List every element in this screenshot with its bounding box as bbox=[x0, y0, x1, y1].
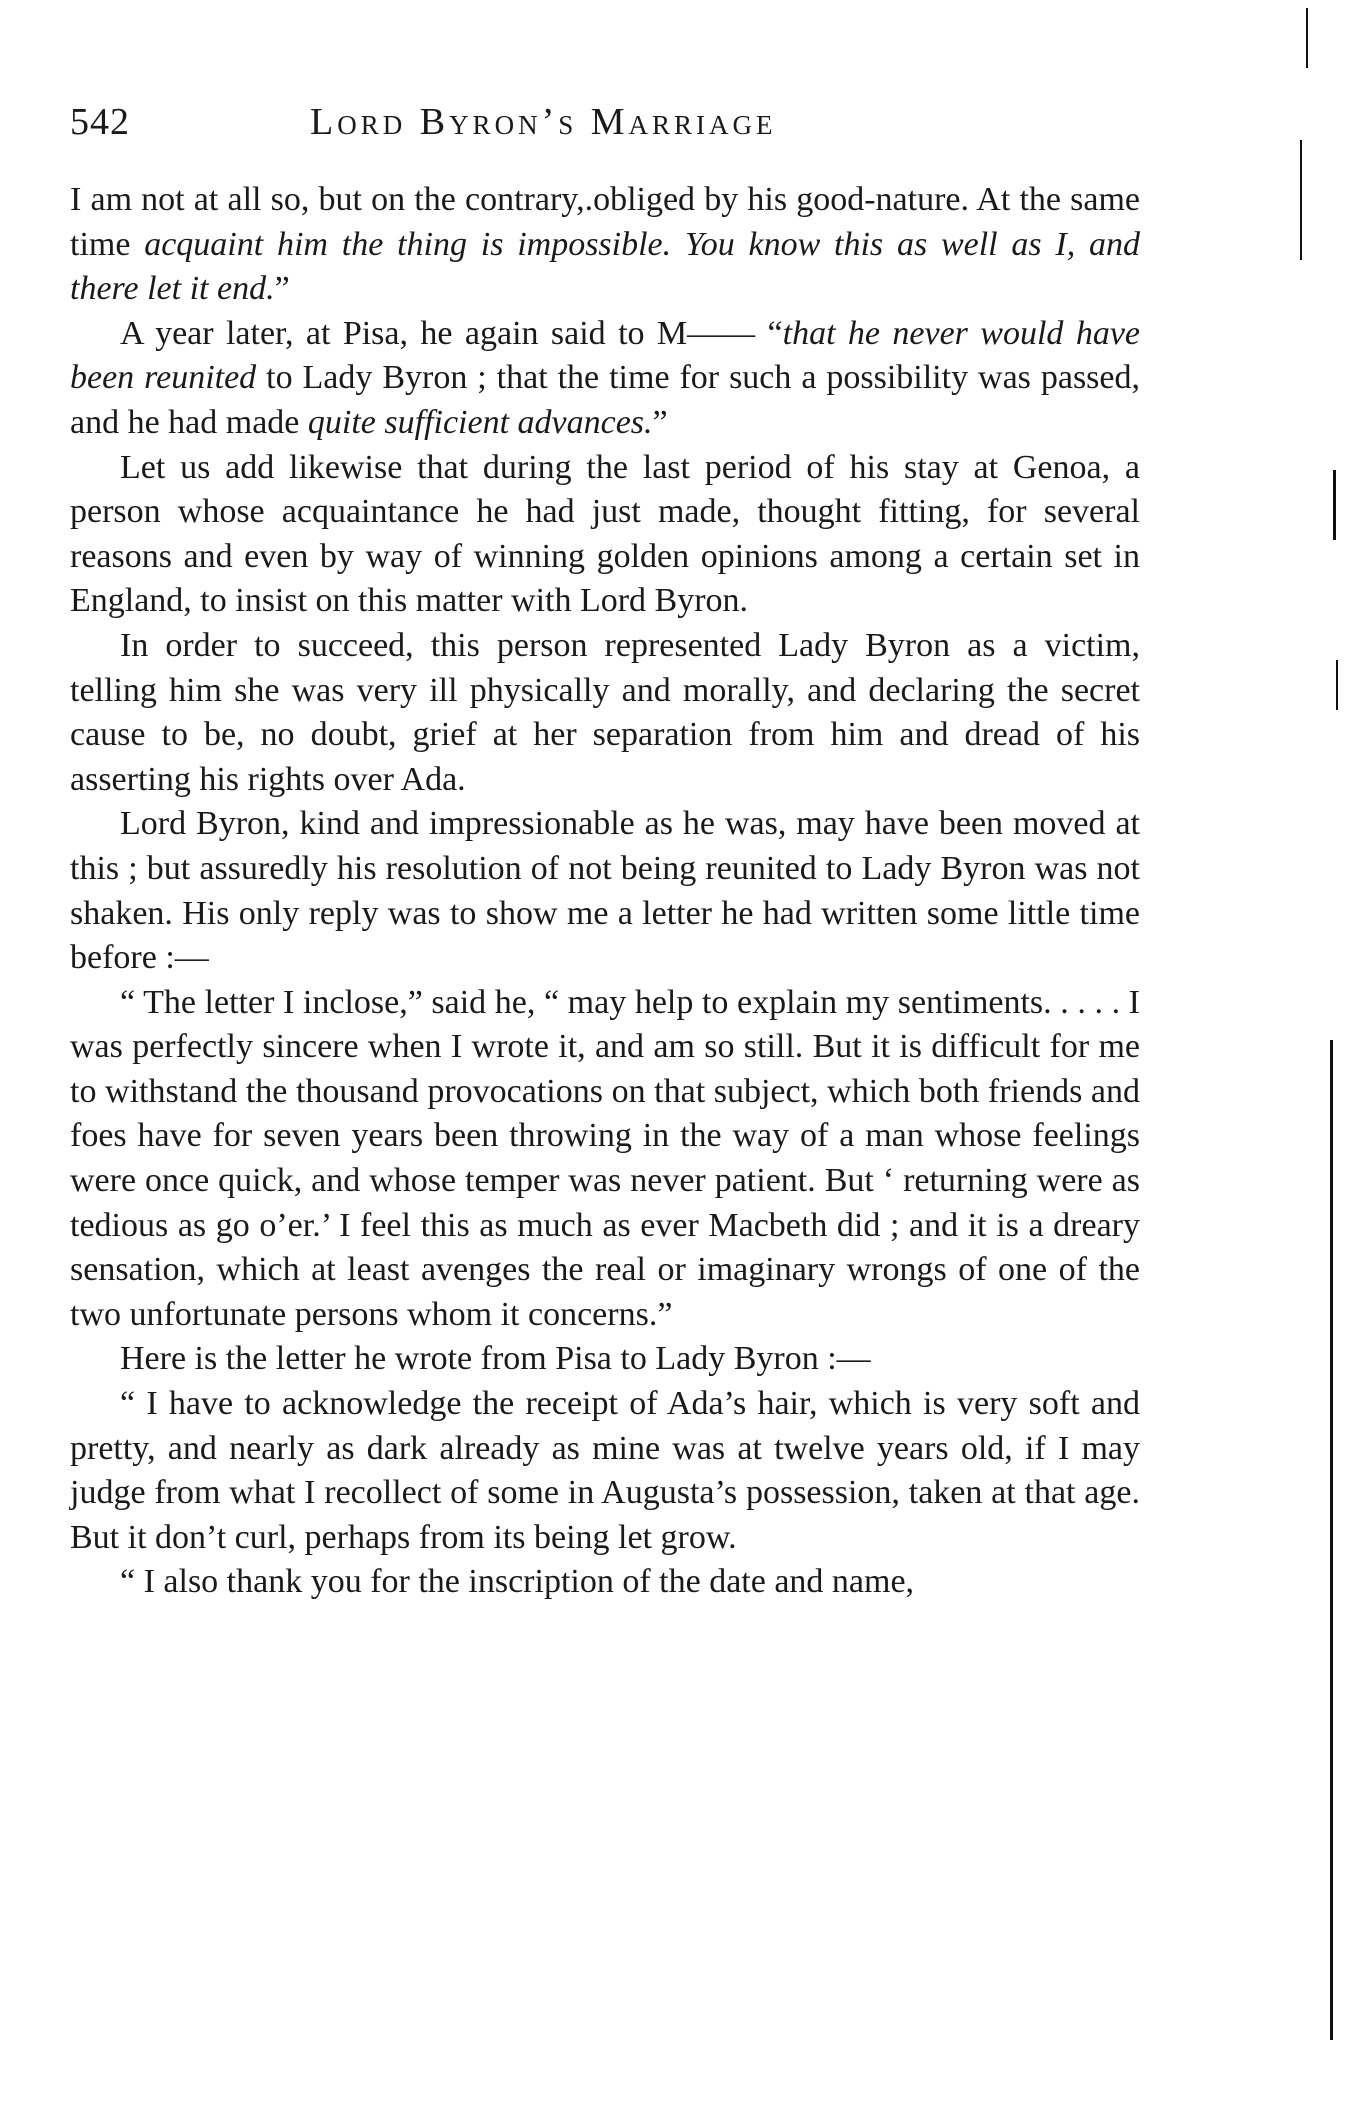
text-run: “ The letter I inclose,” said he, “ may help to explain my sentiments. . . . . I was perfectly sincere when I wrote it, and am so still. But it is difficult for me to withstand the thousand provocations on that subject, which both friends and foes have for seven years been throwing in the way of a man whose feelings were once quick, and whose temper was never patient. But ‘ returning were as tedious as go o’er.’ I feel this as much as ever Macbeth did ; and it is a dreary sensation, which at least avenges the real or imaginary wrongs of one of the two unfortunate persons whom it concerns.” bbox=[70, 983, 1140, 1333]
paragraph bbox=[70, 446, 1140, 624]
paragraph bbox=[70, 1337, 1140, 1382]
book-page bbox=[70, 100, 1140, 1605]
italic-text: that he never would have been reunited bbox=[70, 314, 1141, 397]
italic-text: acquaint him the thing is impossible. You know this as well as I, and there let it end. bbox=[70, 225, 1140, 308]
text-run: “ I have to acknowledge the receipt of Ada’s hair, which is very soft and pretty, and nearly as dark already as mine was at twelve years old, if I may judge from what I recollect of some in Augusta’s possession, taken at that age. But it don’t curl, perhaps from its being let grow. bbox=[70, 1385, 1140, 1556]
scan-margin-line bbox=[1306, 8, 1308, 68]
paragraph bbox=[70, 1560, 1140, 1605]
body-text bbox=[70, 178, 1140, 1605]
running-head bbox=[70, 100, 1140, 160]
text-run: In order to succeed, this person represented Lady Byron as a victim, telling him she was very ill physically and morally, and declaring the secret cause to be, no doubt, grief at her separation from him and dread of his asserting his rights over Ada. bbox=[70, 626, 1140, 798]
scan-margin-line bbox=[1333, 470, 1336, 540]
italic-text: quite sufficient advances. bbox=[307, 403, 653, 441]
scan-margin-line bbox=[1330, 1040, 1333, 2040]
text-run: ” bbox=[652, 403, 668, 441]
text-run: I am not at all so, but on the contrary,.obliged by his good-nature. At the same time bbox=[70, 181, 1140, 263]
text-run: Here is the letter he wrote from Pisa to Lady Byron :— bbox=[120, 1340, 871, 1378]
scan-margin-line bbox=[1300, 140, 1302, 260]
paragraph bbox=[70, 624, 1140, 802]
text-run: “ I also thank you for the inscription of the date and name, bbox=[120, 1563, 915, 1601]
paragraph bbox=[70, 802, 1140, 980]
paragraph bbox=[70, 1382, 1140, 1560]
text-run: A year later, at Pisa, he again said to M—— “ bbox=[120, 314, 783, 352]
paragraph bbox=[70, 312, 1140, 446]
paragraph bbox=[70, 178, 1140, 312]
text-run: Let us add likewise that during the last period of his stay at Genoa, a person whose acquaintance he had just made, thought fitting, for several reasons and even by way of winning golden opinions among a certain set in England, to insist on this matter with Lord Byron. bbox=[70, 448, 1140, 620]
text-run: ” bbox=[274, 270, 290, 308]
text-run: Lord Byron, kind and impressionable as he was, may have been moved at this ; but assuredly his resolution of not being reunited to Lady Byron was not shaken. His only reply was to show me a letter he had written some little time before :— bbox=[70, 805, 1140, 977]
scan-margin-line bbox=[1336, 660, 1338, 710]
paragraph bbox=[70, 981, 1140, 1338]
running-title: Lord Byron’s Marriage bbox=[310, 101, 777, 143]
page-number: 542 bbox=[70, 101, 130, 143]
text-run: to Lady Byron ; that the time for such a possibility was passed, and he had made bbox=[70, 359, 1140, 441]
